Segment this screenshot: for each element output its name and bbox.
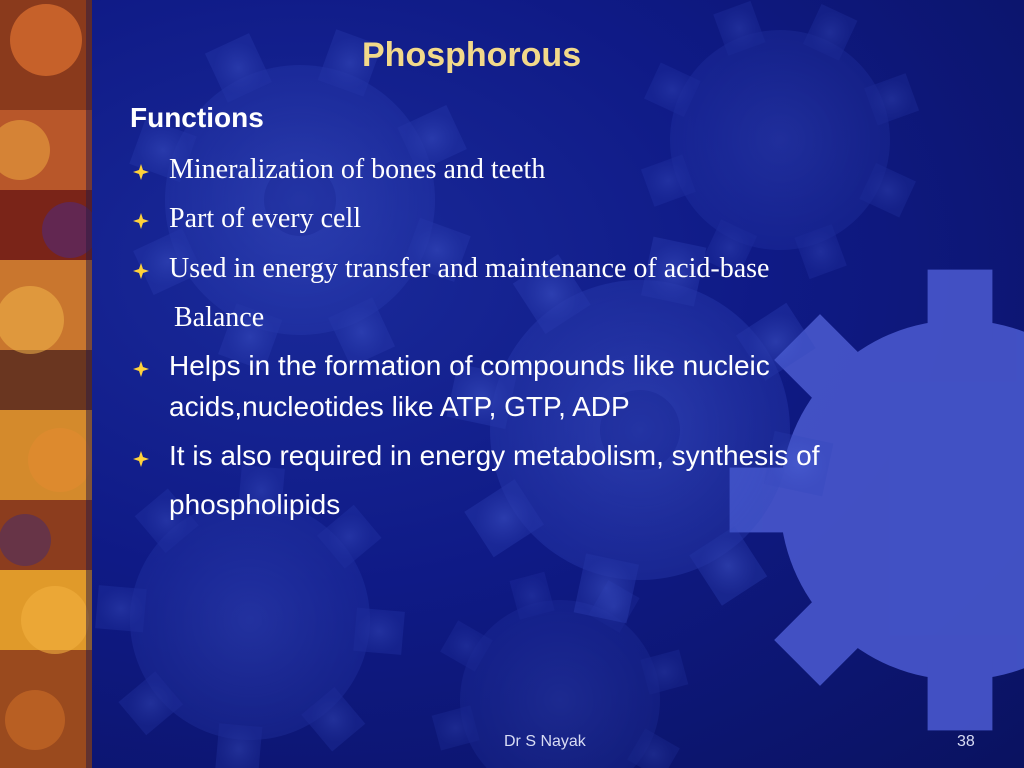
diamond-bullet-icon: [132, 163, 150, 181]
slide-title: Phosphorous: [362, 36, 582, 74]
bullet-continuation: phospholipids: [169, 489, 341, 520]
diamond-bullet-icon: [132, 212, 150, 230]
bullet-text: Mineralization of bones and teeth: [169, 154, 546, 185]
bullet-text: Used in energy transfer and maintenance of acid-base: [169, 253, 770, 284]
page-number: 38: [957, 733, 975, 750]
bullet-text: It is also required in energy metabolism, synthesis of: [169, 440, 820, 471]
bullet-continuation: acids,nucleotides like ATP, GTP, ADP: [169, 391, 630, 422]
decorative-strip-graphic: [0, 0, 92, 768]
footer-author: Dr S Nayak: [504, 733, 586, 750]
section-heading: Functions: [130, 102, 264, 133]
bullet-continuation: Balance: [174, 302, 265, 333]
bullet-text: Part of every cell: [169, 203, 362, 234]
bullet-text: Helps in the formation of compounds like nucleic: [169, 350, 770, 381]
diamond-bullet-icon: [132, 450, 150, 468]
diamond-bullet-icon: [132, 360, 150, 378]
diamond-bullet-icon: [132, 262, 150, 280]
